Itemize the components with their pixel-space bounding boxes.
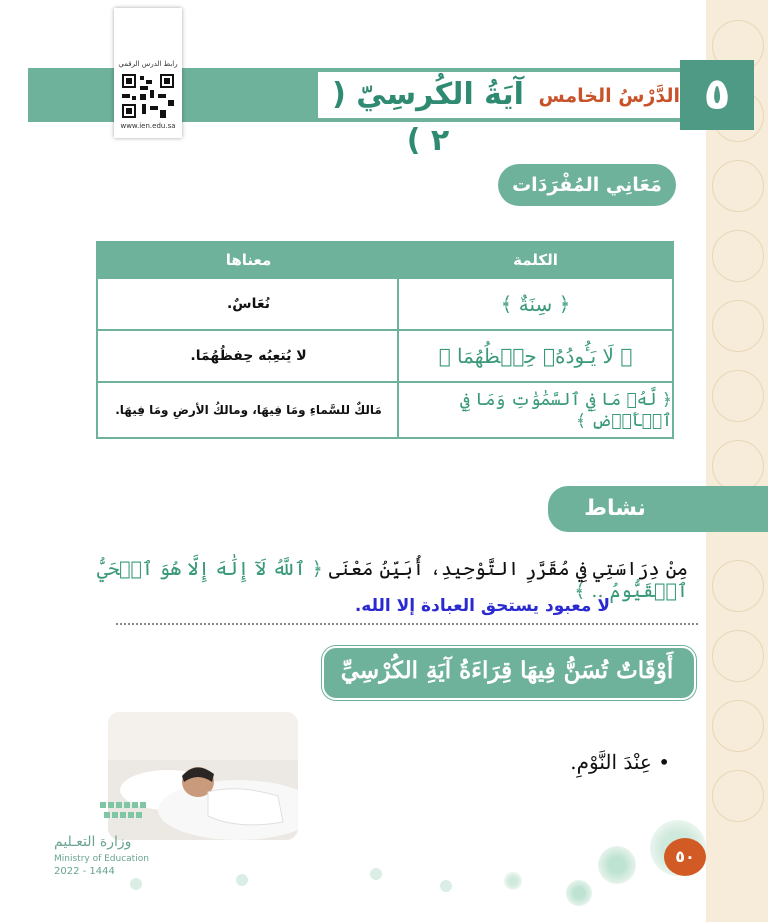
question-prefix: مِنْ دِرَاسَتِي فِي مُقَرَّرِ التَّوْحِيدِ، أُبَيِّنُ مَعْنَى	[328, 558, 688, 580]
flower-decoration	[130, 878, 142, 890]
lesson-number: ٥	[703, 69, 731, 120]
activity-answer: لا معبود يستحق العبادة إلا الله.	[354, 596, 610, 616]
lesson-title: آيَةُ الكُرسِيّ ( ٢ )	[332, 77, 524, 158]
table-column-divider	[397, 241, 399, 439]
qr-url: www.ien.edu.sa	[120, 122, 176, 130]
flower-decoration	[440, 880, 452, 892]
activity-title: نشاط	[584, 496, 646, 521]
ministry-logo-icon	[100, 796, 190, 836]
qr-label: رابط الدرس الرقمي	[118, 60, 178, 68]
answer-line	[116, 623, 698, 625]
ministry-name-ar: وزارة التعـليم	[54, 834, 132, 850]
table-cell-meaning: مَالكٌ للسَّماءِ ومَا فِيهَا، ومالكُ الأرضِ ومَا فِيهَا.	[98, 381, 399, 437]
times-item-text: عِنْدَ النَّوْمِ.	[570, 750, 652, 774]
table-cell-meaning: نُعَاسٌ.	[98, 277, 399, 329]
activity-question	[80, 558, 688, 602]
flower-decoration	[566, 880, 592, 906]
column-header-word: الكلمة	[399, 243, 672, 277]
table-cell-word: ﴿ لَا يَـُٔودُهُۥ حِفۡظُهُمَا ﴾	[399, 329, 672, 381]
decorative-border	[706, 0, 768, 922]
vocabulary-table	[96, 241, 674, 439]
ministry-name-en: Ministry of Education	[54, 854, 149, 864]
ministry-year: 2022 - 1444	[54, 866, 115, 877]
page-number: ٥٠	[675, 847, 695, 866]
vocabulary-title: مَعَانِي المُفْرَدَات	[512, 174, 662, 196]
question-verse: ﴿ ٱللَّهُ لَآ إِلَٰهَ إِلَّا هُوَ ٱلۡحَيُّ ٱلۡقَيُّومُ .. ﴾	[96, 558, 688, 602]
table-cell-meaning: لا يُتعِبُه حِفظُهُمَا.	[98, 329, 399, 381]
times-item: • عِنْدَ النَّوْمِ.	[570, 750, 670, 774]
flower-decoration	[598, 846, 636, 884]
flower-decoration	[236, 874, 248, 886]
qr-code-icon[interactable]	[120, 72, 176, 120]
times-title: أَوْقَاتٌ تُسَنُّ فِيهَا قِرَاءَةُ آيَةِ الكُرْسِيِّ	[340, 657, 674, 684]
table-cell-word: ﴿ سِنَةٌ ﴾	[399, 277, 672, 329]
column-header-meaning: معناها	[98, 243, 399, 277]
table-cell-word: ﴿ لَّهُۥ مَا فِي ٱلسَّمَٰوَٰتِ وَمَا فِي ٱلۡأَرۡضِ ﴾	[399, 381, 672, 437]
flower-decoration	[504, 872, 522, 890]
lesson-label: الدَّرْسُ الخامس	[538, 85, 680, 107]
flower-decoration	[370, 868, 382, 880]
